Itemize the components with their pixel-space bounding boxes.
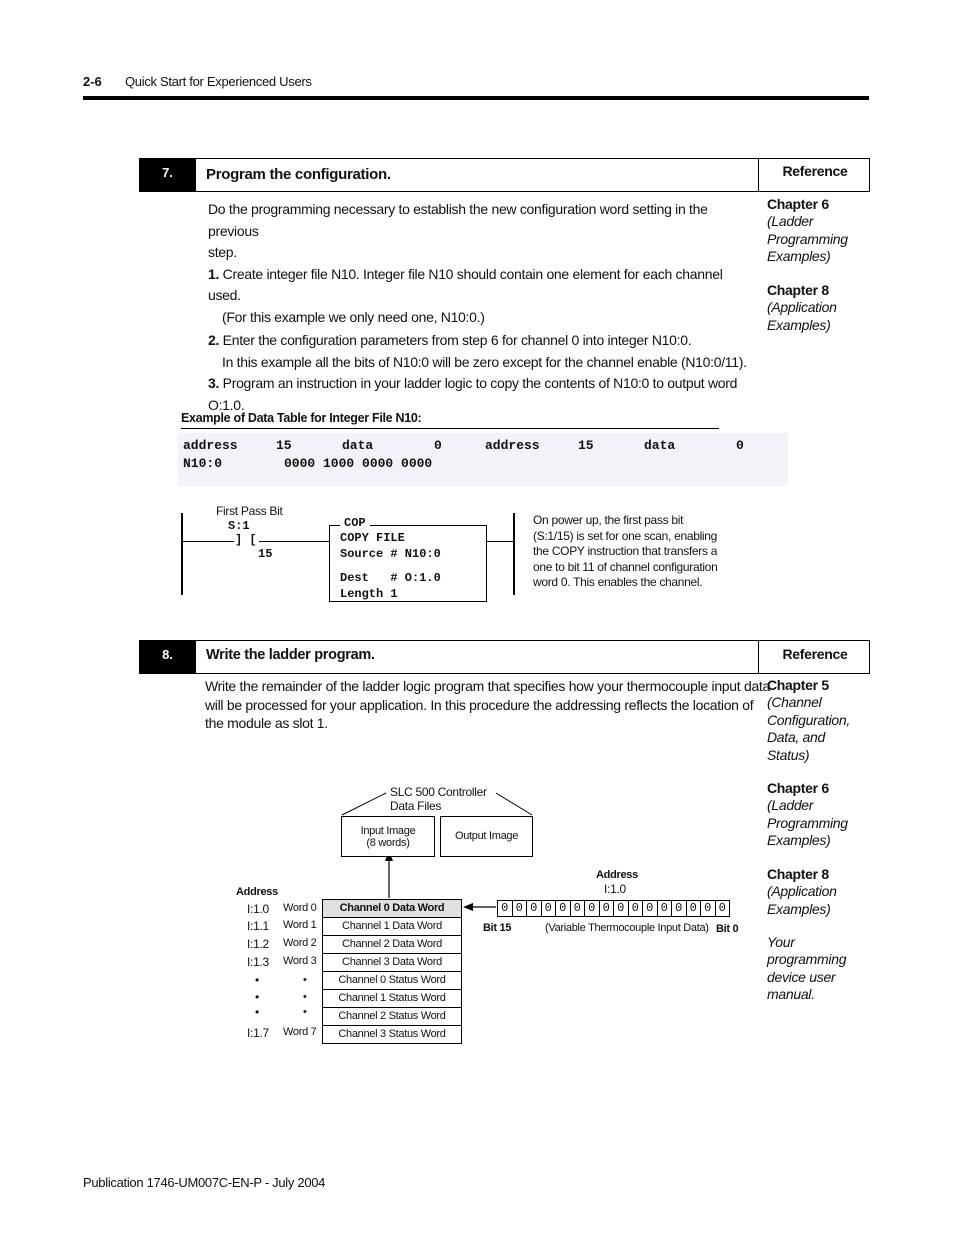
address-i-1-0: I:1.0 bbox=[247, 902, 269, 916]
step-7-title: Program the configuration. bbox=[206, 166, 391, 183]
step-7-ref-chapter-6: Chapter 6 (Ladder Programming Examples) bbox=[767, 196, 848, 265]
word-0-label: Word 0 bbox=[283, 902, 317, 914]
bit-cell: 0 bbox=[498, 901, 513, 917]
bit-cell: 0 bbox=[672, 901, 687, 917]
address-i-1-3: I:1.3 bbox=[247, 955, 269, 969]
step-8-body: Write the remainder of the ladder logic program that specifies how your thermocouple input data will be processed for your application. In this procedure the addressing reflects the location of the module as slot 1. bbox=[205, 678, 771, 731]
address-label-left: Address bbox=[236, 886, 278, 898]
output-image-box: Output Image bbox=[440, 816, 533, 857]
dt-header-0-1: 0 bbox=[434, 438, 442, 453]
bit-cell: 0 bbox=[600, 901, 615, 917]
bit-cell: 0 bbox=[585, 901, 600, 917]
channel-2-data-word: Channel 2 Data Word bbox=[322, 936, 462, 954]
contact-address: S:1 bbox=[228, 519, 250, 533]
bit-cell: 0 bbox=[527, 901, 542, 917]
address-i-1-1: I:1.1 bbox=[247, 919, 269, 933]
step-8-ref-chapter-8: Chapter 8 (Application Examples) bbox=[767, 866, 837, 917]
word-ellipsis-1: • bbox=[303, 974, 307, 986]
cop-line-1: COPY FILE bbox=[340, 531, 405, 545]
channel-2-status-word: Channel 2 Status Word bbox=[322, 1008, 462, 1026]
dt-header-15-1: 15 bbox=[276, 438, 292, 453]
dt-header-0-2: 0 bbox=[736, 438, 744, 453]
contact-bit: 15 bbox=[258, 547, 273, 561]
bits-caption: (Variable Thermocouple Input Data) bbox=[545, 922, 709, 934]
channel-0-status-word: Channel 0 Status Word bbox=[322, 972, 462, 990]
address-label-right: Address bbox=[596, 869, 638, 881]
first-pass-bit-label: First Pass Bit bbox=[216, 504, 283, 518]
step-7-item-2-cont: In this example all the bits of N10:0 will be zero except for the channel enable (N10:0/11). bbox=[222, 353, 747, 370]
bit-0-label: Bit 0 bbox=[716, 923, 739, 935]
dt-header-data-1: data bbox=[342, 438, 374, 453]
word-2-label: Word 2 bbox=[283, 937, 317, 949]
address-i-1-2: I:1.2 bbox=[247, 937, 269, 951]
ladder-note: On power up, the first pass bit (S:1/15) is set for one scan, enabling the COPY instruction that transfers a one to bit 11 of channel configuration word 0. This enables the channel. bbox=[533, 513, 718, 589]
word-1-label: Word 1 bbox=[283, 919, 317, 931]
step-7-intro-line-2: step. bbox=[208, 244, 237, 260]
channel-3-data-word: Channel 3 Data Word bbox=[322, 954, 462, 972]
step-7-item-2: 2. Enter the configuration parameters from step 6 for channel 0 into integer N10:0. bbox=[208, 332, 692, 348]
bit-cell: 0 bbox=[629, 901, 644, 917]
step-7-reference-header: Reference bbox=[758, 158, 871, 192]
dt-header-address-2: address bbox=[485, 438, 540, 453]
step-8-ref-user-manual: Your programming device user manual. bbox=[767, 934, 847, 1003]
cop-line-4: Length 1 bbox=[340, 587, 398, 601]
step-8-reference-header: Reference bbox=[758, 640, 871, 674]
word-ellipsis-2: • bbox=[303, 991, 307, 1003]
step-7-item-1-cont: (For this example we only need one, N10:0.) bbox=[222, 308, 485, 325]
step-7-ref-chapter-8: Chapter 8 (Application Examples) bbox=[767, 282, 837, 333]
dt-row-data: 0000 1000 0000 0000 bbox=[284, 456, 433, 471]
bit-cell: 0 bbox=[542, 901, 557, 917]
cop-line-3: Dest # O:1.0 bbox=[340, 571, 441, 585]
bit-cell: 0 bbox=[716, 901, 731, 917]
step-8-ref-chapter-5: Chapter 5 (Channel Configuration, Data, and Status) bbox=[767, 677, 850, 763]
bit-cell: 0 bbox=[658, 901, 673, 917]
address-ellipsis-2: • bbox=[255, 990, 259, 1004]
step-7-item-1: 1. Create integer file N10. Integer file N10 should contain one element for each channel used. bbox=[208, 265, 723, 303]
bit-cell: 0 bbox=[701, 901, 716, 917]
bit-cell: 0 bbox=[643, 901, 658, 917]
step-8-ref-chapter-6: Chapter 6 (Ladder Programming Examples) bbox=[767, 780, 848, 849]
step-7-number: 7. bbox=[139, 158, 196, 192]
word-ellipsis-3: • bbox=[303, 1006, 307, 1018]
bit-cell: 0 bbox=[614, 901, 629, 917]
cop-instruction-name: COP bbox=[340, 516, 370, 530]
dt-header-address-1: address bbox=[183, 438, 238, 453]
address-value-right: I:1.0 bbox=[604, 882, 626, 896]
dt-row-address: N10:0 bbox=[183, 456, 223, 471]
running-header: Quick Start for Experienced Users bbox=[125, 74, 312, 89]
channel-1-data-word: Channel 1 Data Word bbox=[322, 918, 462, 936]
bit-cell: 0 bbox=[687, 901, 702, 917]
dt-header-15-2: 15 bbox=[578, 438, 594, 453]
bit-cell: 0 bbox=[513, 901, 528, 917]
dt-header-data-2: data bbox=[644, 438, 676, 453]
footer-publication: Publication 1746-UM007C-EN-P - July 2004 bbox=[83, 1175, 326, 1190]
step-8-title: Write the ladder program. bbox=[206, 647, 375, 663]
word-3-label: Word 3 bbox=[283, 955, 317, 967]
channel-1-status-word: Channel 1 Status Word bbox=[322, 990, 462, 1008]
word-7-label: Word 7 bbox=[283, 1026, 317, 1038]
bit-15-label: Bit 15 bbox=[483, 922, 512, 934]
address-i-1-7: I:1.7 bbox=[247, 1026, 269, 1040]
data-table-title: Example of Data Table for Integer File N10: bbox=[181, 411, 422, 425]
page-number: 2-6 bbox=[83, 74, 102, 89]
cop-line-2: Source # N10:0 bbox=[340, 547, 441, 561]
input-image-box: Input Image (8 words) bbox=[341, 816, 435, 857]
channel-3-status-word: Channel 3 Status Word bbox=[322, 1026, 462, 1044]
address-ellipsis-1: • bbox=[255, 973, 259, 987]
controller-data-files-label: SLC 500 Controller Data Files bbox=[390, 785, 487, 813]
contact-symbol: ] [ bbox=[235, 533, 257, 547]
bit-cell: 0 bbox=[571, 901, 586, 917]
bit-register bbox=[497, 900, 730, 917]
step-7-item-3: 3. Program an instruction in your ladder logic to copy the contents of N10:0 to output word O:1.0. bbox=[208, 375, 738, 413]
step-8-number: 8. bbox=[139, 640, 196, 674]
step-7-intro-line-1: Do the programming necessary to establish the new configuration word setting in the previous bbox=[208, 201, 708, 239]
channel-0-data-word: Channel 0 Data Word bbox=[322, 899, 462, 918]
address-ellipsis-3: • bbox=[255, 1005, 259, 1019]
bit-cell: 0 bbox=[556, 901, 571, 917]
